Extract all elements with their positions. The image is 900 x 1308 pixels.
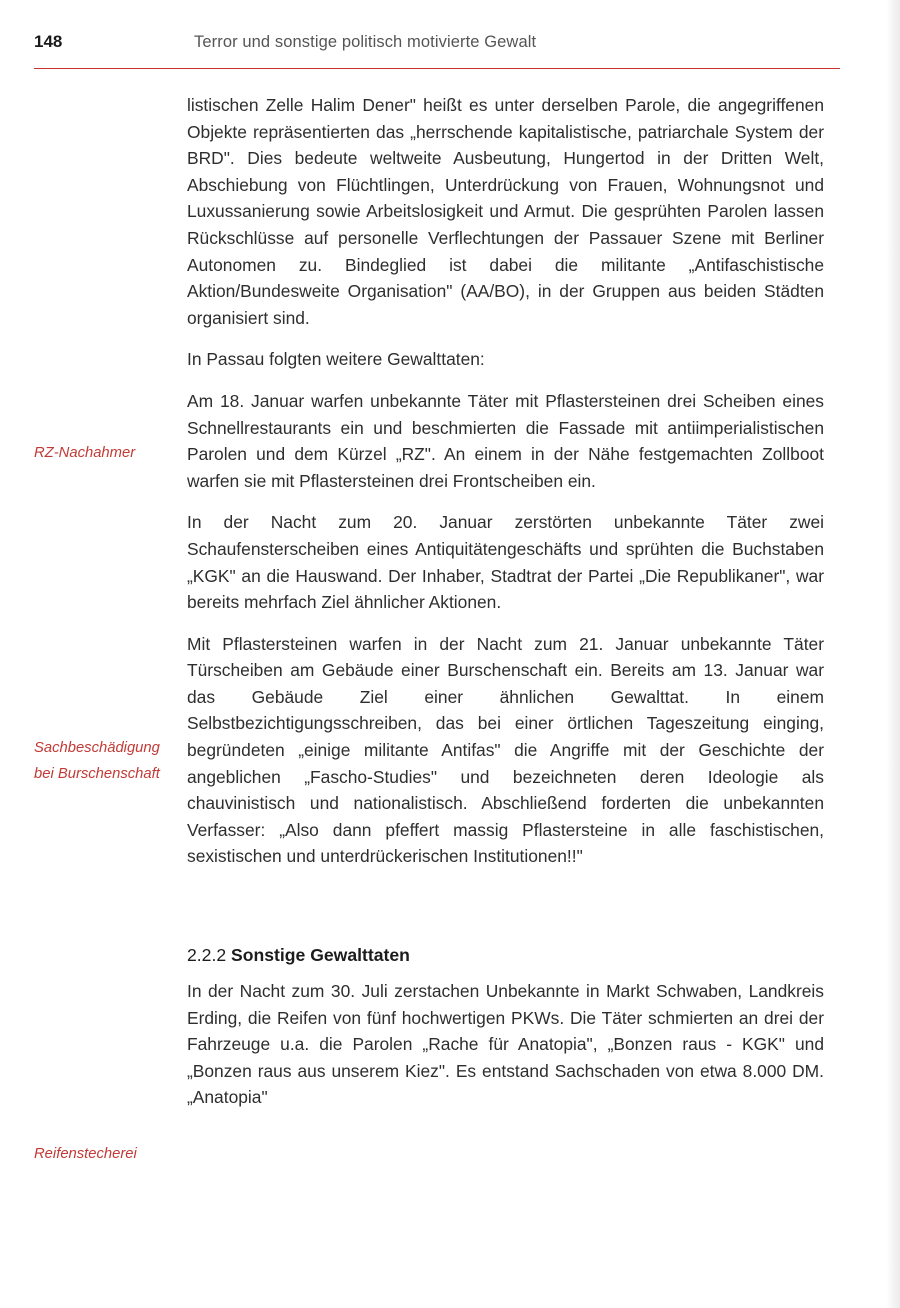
margin-note-burschenschaft: bei Burschenschaft <box>34 766 160 782</box>
margin-note-reifenstecherei: Reifenstecherei <box>34 1146 137 1162</box>
margin-note-rz-nachahmer: RZ-Nachahmer <box>34 445 136 461</box>
page-edge-shadow <box>886 0 900 1308</box>
margin-note-sachbeschaedigung: Sachbeschädigung <box>34 740 160 756</box>
paragraph-4: In der Nacht zum 20. Januar zerstörten unbekannte Täter zwei Schaufensterscheiben eines Antiquitätengeschäfts und sprühten die Buchstaben „KGK" an die Hauswand. Der Inhaber, Stadtrat der Partei „Die Republikaner", war bereits mehrfach Ziel ähnlicher Aktionen. <box>187 512 824 613</box>
section-paragraph-1: In der Nacht zum 30. Juli zerstachen Unbekannte in Markt Schwaben, Landkreis Erding, die Reifen von fünf hochwertigen PKWs. Die Täter schmierten an drei der Fahrzeuge u.a. die Parolen „Rache für Anatopia", „Bonzen raus - KGK" und „Bonzen raus aus unserem Kiez". Es entstand Sachschaden von etwa 8.000 DM. „Anatopia" <box>187 981 824 1108</box>
paragraph-1: listischen Zelle Halim Dener" heißt es unter derselben Parole, die angegriffenen Objekte repräsentierten das „herrschende kapitalistische, patriarchale System der BRD". Dies bedeute weltweite Ausbeutung, Hungertod in der Dritten Welt, Abschiebung von Flüchtlingen, Unterdrückung von Frauen, Wohnungsnot und Luxussanierung sowie Arbeitslosigkeit und Armut. Die gesprühten Parolen lassen Rückschlüsse auf personelle Verflechtungen der Passauer Szene mit Berliner Autonomen zu. Bindeglied ist dabei die militante „Antifaschistische Aktion/Bundesweite Organisation" (AA/BO), in der Gruppen aus beiden Städten organisiert sind. <box>187 95 824 328</box>
body-text <box>187 92 824 1126</box>
running-title: Terror und sonstige politisch motivierte Gewalt <box>194 33 537 51</box>
section-heading <box>187 942 824 968</box>
section-title: Sonstige Gewalttaten <box>231 945 410 966</box>
paragraph-5: Mit Pflastersteinen warfen in der Nacht zum 21. Januar unbekannte Täter Türscheiben am Gebäude einer Burschenschaft ein. Bereits am 13. Januar war das Gebäude Ziel einer ähnlichen Gewalttat. In einem Selbstbezichtigungsschreiben, das bei einer örtlichen Tageszeitung einging, begründeten „einige militante Antifas" die Angriffe mit der Geschichte der angeblichen „Fascho-Studies" und bezeichneten deren Ideologie als chauvinistisch und nationalistisch. Abschließend forderten die unbekannten Verfasser: „Also dann pfeffert massig Pflastersteine in alle faschistischen, sexistischen und unterdrückerischen Institutionen!!" <box>187 633 824 867</box>
paragraph-2: In Passau folgten weitere Gewalttaten: <box>187 349 485 370</box>
section-number: 2.2.2 <box>187 945 227 966</box>
page-number: 148 <box>34 32 63 51</box>
running-header <box>34 30 840 69</box>
paragraph-3: Am 18. Januar warfen unbekannte Täter mit Pflastersteinen drei Scheiben eines Schnellrestaurants ein und beschmierten die Fassade mit antiimperialistischen Parolen und dem Kürzel „RZ". An einem in der Nähe festgemachten Zollboot warfen sie mit Pflastersteinen drei Frontscheiben ein. <box>187 390 824 491</box>
